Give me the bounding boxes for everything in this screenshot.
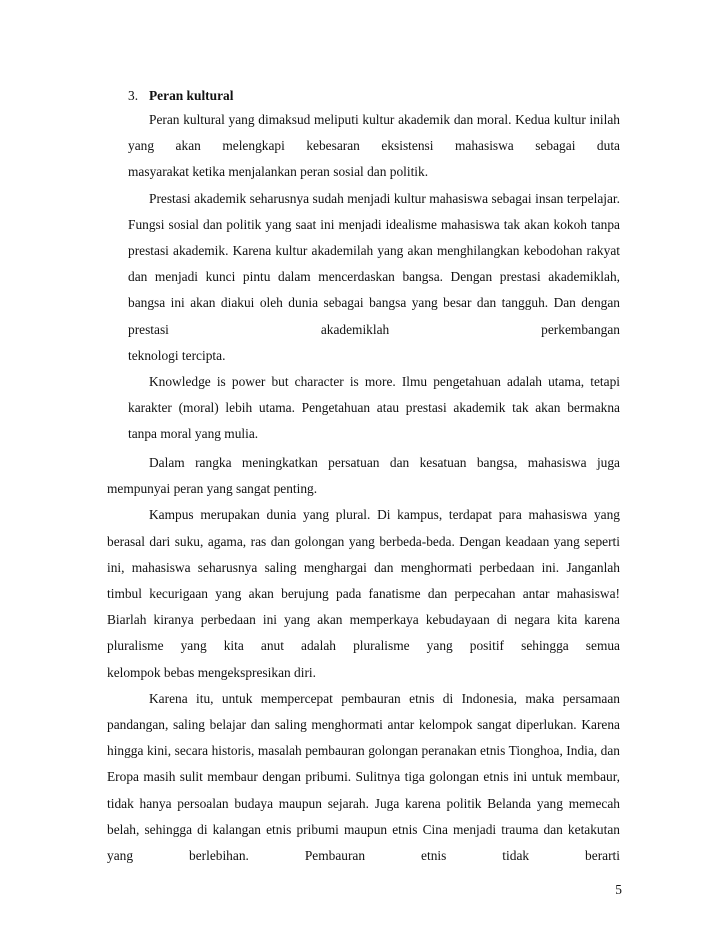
paragraph: Karena itu, untuk mempercepat pembauran etnis di Indonesia, maka persamaan pandangan, saling belajar dan saling menghormati antar kelompok sangat diperlukan. Karena hingga kini, secara historis, masalah pembauran golongan peranakan etnis Tionghoa, India, dan Eropa masih sulit membaur dengan pribumi. Sulitnya tiga golongan etnis ini untuk membaur, tidak hanya persoalan budaya maupun sejarah. Juga karena politik Belanda yang memecah belah, sehingga di kalangan etnis pribumi maupun etnis Cina menjadi trauma dan ketakutan yang berlebihan. Pembauran etnis tidak berarti xyxy=(107,690,620,864)
page-number: 5 xyxy=(615,882,622,897)
paragraph-last-line: teknologi tercipta. xyxy=(128,347,226,363)
section-heading xyxy=(128,85,620,107)
section-title: Peran kultural xyxy=(149,88,234,103)
paragraph: Prestasi akademik seharusnya sudah menjadi kultur mahasiswa sebagai insan terpelajar. Fungsi sosial dan politik yang saat ini menjadi idealisme mahasiswa tak akan kokoh tanpa prestasi akademik. Karena kultur akademilah yang akan menghilangkan kebodohan rakyat dan menjadi kunci pintu dalam mencerdaskan bangsa. Dengan prestasi akademiklah, bangsa ini akan diakui oleh dunia sebagai bangsa yang besar dan tangguh. Dan dengan prestasi akademiklah perkembangan xyxy=(128,190,621,337)
paragraph: Kampus merupakan dunia yang plural. Di kampus, terdapat para mahasiswa yang berasal dari suku, agama, ras dan golongan yang berbeda-beda. Dengan keadaan yang seperti ini, mahasiswa seharusnya saling menghargai dan menghormati perbedaan ini. Janganlah timbul kecurigaan yang akan berujung pada fanatisme dan perpecahan antar mahasiswa! Biarlah kiranya perbedaan ini yang akan memperkaya kebudayaan di negara kita karena pluralisme yang kita anut adalah pluralisme yang positif sehingga semua xyxy=(107,507,620,654)
paragraph: Peran kultural yang dimaksud meliputi kultur akademik dan moral. Kedua kultur inilah yang akan melengkapi kebesaran eksistensi mahasiswa sebagai duta xyxy=(128,112,620,154)
paragraph-last-line: kelompok bebas mengekspresikan diri. xyxy=(107,664,316,680)
paragraph: Dalam rangka meningkatkan persatuan dan kesatuan bangsa, mahasiswa juga xyxy=(149,455,620,470)
paragraph-last-line: mempunyai peran yang sangat penting. xyxy=(107,481,318,497)
paragraph: Knowledge is power but character is more. Ilmu pengetahuan adalah utama, tetapi karakter (moral) lebih utama. Pengetahuan atau prestasi akademik tak akan bermakna xyxy=(128,374,620,416)
section-number: 3. xyxy=(128,88,139,103)
paragraph-last-line: masyarakat ketika menjalankan peran sosial dan politik. xyxy=(128,164,429,180)
section-peran-kultural xyxy=(128,85,620,448)
paragraph-last-line: tanpa moral yang mulia. xyxy=(128,426,259,442)
body-text xyxy=(107,450,620,869)
